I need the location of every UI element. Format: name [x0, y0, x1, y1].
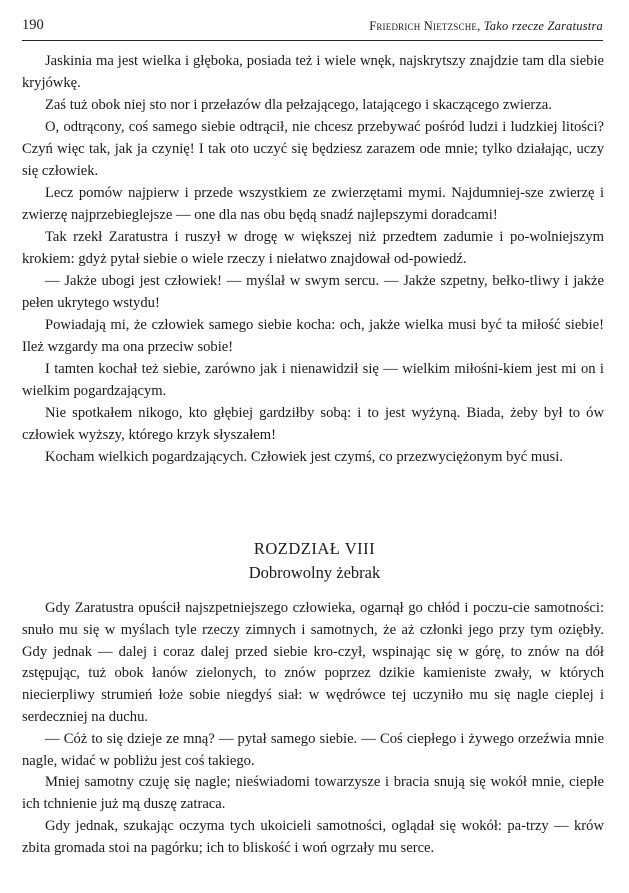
paragraph: Tak rzekł Zaratustra i ruszył w drogę w większej niż przedtem zadumie i po-wolniejszym krokiem: gdyż pytał siebie o wiele rzeczy i niełatwo znajdował od-powiedź.	[22, 229, 604, 267]
page-number: 190	[22, 17, 44, 33]
running-title-author: Friedrich Nietzsche,	[369, 19, 484, 33]
header-rule	[22, 40, 603, 41]
paragraph: Jaskinia ma jest wielka i głęboka, posiada też i wiele wnęk, najskrytszy znajdzie tam dla siebie kryjówkę.	[22, 53, 604, 91]
body-text	[22, 50, 604, 468]
chapter-body-text	[22, 598, 604, 860]
paragraph: Powiadają mi, że człowiek samego siebie kocha: och, jakże wielka musi być ta miłość siebie! Ileż wzgardy ma ona przeciw sobie!	[22, 317, 604, 355]
paragraph: Lecz pomów najpierw i przede wszystkiem ze zwierzętami mymi. Najdumniej-sze zwierzę i zwierzę najprzebieglejsze — one dla nas obu będą snadź najlepszymi doradcami!	[22, 185, 604, 223]
paragraph: Mniej samotny czuję się nagle; nieświadomi towarzysze i bracia snują się wokół mnie, ciepłe ich tchnienie już mą duszę zatraca.	[22, 774, 604, 813]
paragraph: Gdy Zaratustra opuścił najszpetniejszego człowieka, ogarnął go chłód i poczu-cie samotności: snuło mu się w myślach tyle rzeczy zimnych i samotnych, że aż członki jego przy tym oziębły. Gdy jednak — dalej i coraz dalej przed siebie kro-czył, wspinając się w górę, to znów na dół zstępując, tuż obok łanów zielonych, to znów poprzez dzikie kamieniste zwały, w których niecierpliwy strumień łoże sobie niegdyś siał: w wędrówce tej uczyniło mu się nagle cieplej i serdeczniej na duchu.	[22, 600, 604, 725]
paragraph: Zaś tuż obok niej sto nor i przełazów dla pełzającego, latającego i skaczącego zwierza.	[45, 97, 552, 113]
paragraph: O, odtrącony, coś samego siebie odtrącił, nie chcesz przebywać pośród ludzi i ludzkiej litości? Czyń więc tak, jak ja czynię! I tak oto uczyć się będziesz zarazem ode mnie; tylko działając, uczy się człowiek.	[22, 119, 604, 179]
chapter-heading	[0, 537, 629, 585]
paragraph: Nie spotkałem nikogo, kto głębiej gardziłby sobą: i to jest wyżyną. Biada, żeby był to ów człowiek wyższy, którego krzyk słyszałem!	[22, 405, 604, 443]
paragraph: Gdy jednak, szukając oczyma tych ukoicieli samotności, oglądał się wokół: pa-trzy — krów zbita gromada stoi na pagórku; ich to bliskość i woń ogrzały mu serce.	[22, 817, 604, 856]
running-title	[369, 19, 603, 34]
chapter-number: ROZDZIAŁ VIII	[253, 539, 376, 558]
chapter-title: Dobrowolny żebrak	[248, 563, 381, 582]
paragraph: I tamten kochał też siebie, zarówno jak i nienawidził się — wielkim miłośni-kiem jest mi on i wielkim pogardzającym.	[22, 361, 604, 399]
paragraph: — Jakże ubogi jest człowiek! — myślał w swym sercu. — Jakże szpetny, bełko-tliwy i jakże pełen ukrytego wstydu!	[22, 273, 604, 311]
running-title-book: Tako rzecze Zaratustra	[483, 19, 603, 33]
paragraph: — Cóż to się dzieje ze mną? — pytał samego siebie. — Coś ciepłego i żywego orzeźwia mnie nagle, widać w pobliżu jest coś takiego.	[22, 730, 604, 769]
running-header	[22, 13, 603, 41]
paragraph: Kocham wielkich pogardzających. Człowiek jest czymś, co przezwyciężonym być musi.	[45, 449, 563, 465]
